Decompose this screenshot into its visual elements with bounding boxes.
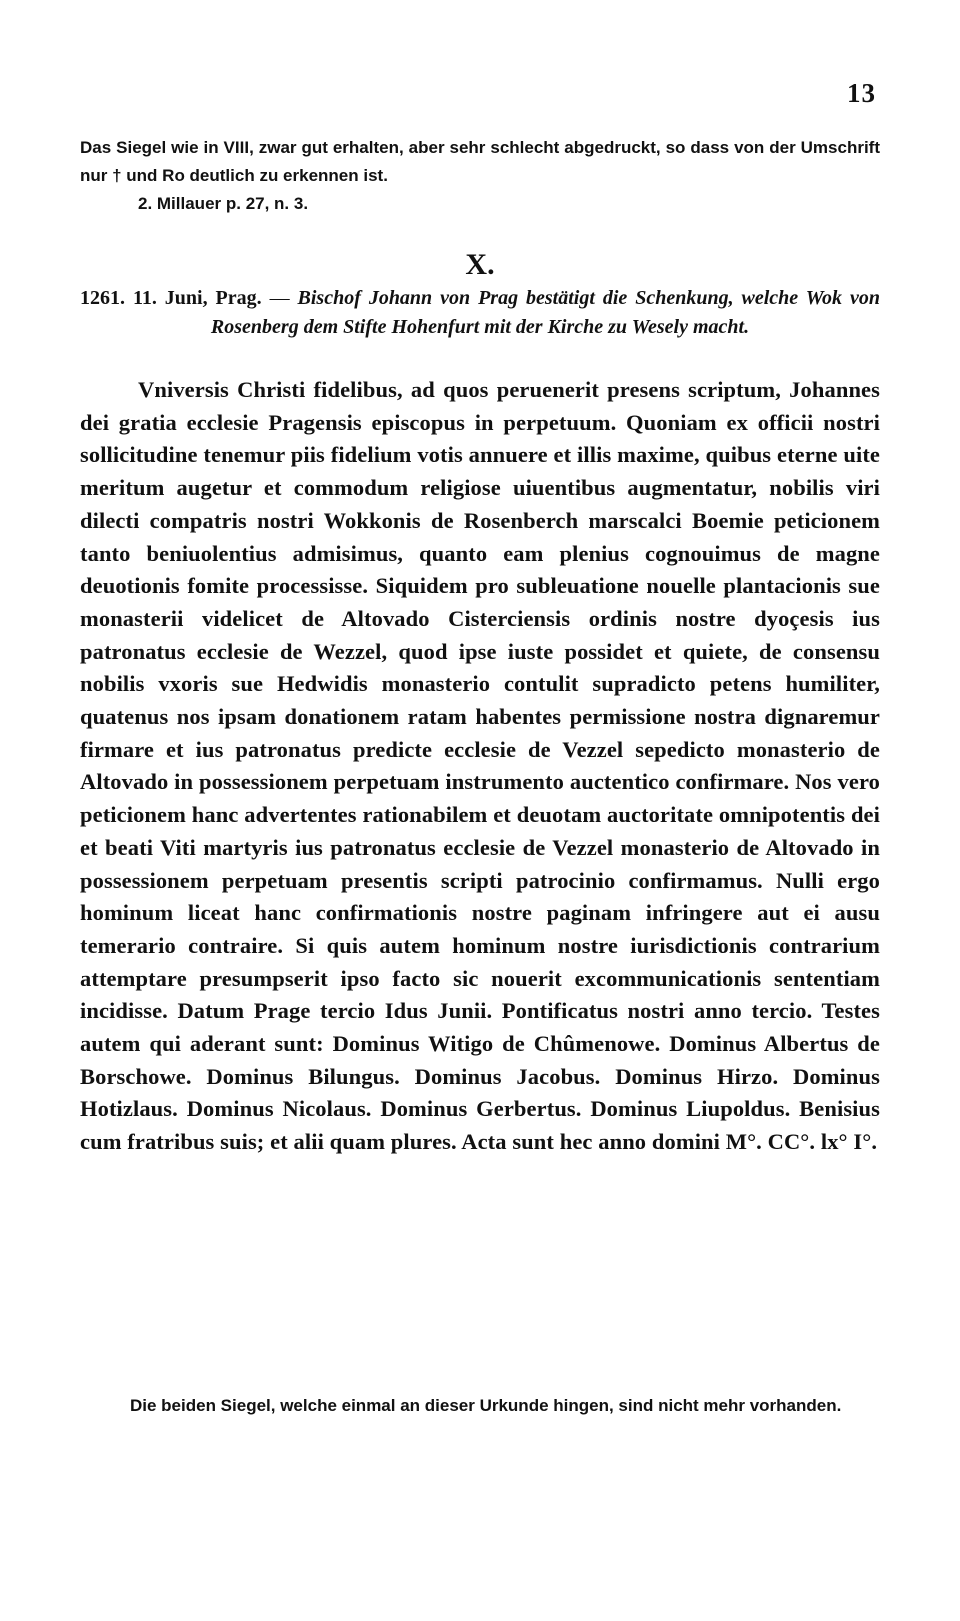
seal-note-text: Das Siegel wie in VIII, zwar gut erhalten, aber sehr schlecht abgedruckt, so dass von der Umschrift nur † und Ro deutlich zu erkennen ist. bbox=[80, 138, 880, 185]
closing-seal-note bbox=[80, 1392, 880, 1420]
document-number-heading: X. bbox=[465, 248, 495, 281]
seal-description-note bbox=[80, 134, 880, 218]
regest-summary-text: Bischof Johann von Prag bestätigt die Schenkung, welche Wok von Rosenberg dem Stifte Hohenfurt mit der Kirche zu Wesely macht. bbox=[210, 287, 881, 338]
closing-note-text: Die beiden Siegel, welche einmal an dieser Urkunde hingen, sind nicht mehr vorhanden. bbox=[130, 1396, 842, 1415]
regest-dash: — bbox=[269, 287, 290, 309]
regest-date: 1261. 11. Juni, Prag. bbox=[80, 287, 262, 309]
regest-summary bbox=[80, 284, 880, 342]
page-number: 13 bbox=[847, 78, 876, 108]
charter-text: Vniversis Christi fidelibus, ad quos peruenerit presens scriptum, Johannes dei gratia ecclesie Pragensis episcopus in perpetuum. Quoniam ex officii nostri sollicitudine tenemur piis fidelium votis annuere et illis maxime, quibus eterne uite meritum augetur et commodum religiose uiuentibus augmentatur, nobilis viri dilecti compatris nostri Wokkonis de Rosenberch marscalci Boemie peticionem tanto beniuolentius admisimus, quanto eam plenius cognouimus de magne deuotionis fomite processisse. Siquidem pro subleuatione nouelle plantacionis sue monasterii videlicet de Altovado Cisterciensis ordinis nostre dyoçesis ius patronatus ecclesie de Wezzel, quod ipse iuste possidet et quiete, de consensu nobilis vxoris sue Hedwidis monasterio contulit supradicto petens humiliter, quatenus nos ipsam donationem ratam habentes permissione nostra dignaremur firmare et ius patronatus predicte ecclesie de Vezzel sepedicto monasterio de Altovado in possessionem perpetuam instrumento auctentico confirmare. Nos vero peticionem hanc advertentes rationabilem et deuotam auctoritate omnipotentis dei et beati Viti martyris ius patronatus ecclesie de Vezzel monasterio de Altovado in possessionem perpetuam presentis scripti patrocinio confirmamus. Nulli ergo hominum liceat hanc confirmationis nostre paginam infringere aut ei ausu temerario contraire. Si quis autem hominum nostre iurisdictionis contrarium attemptare presumpserit ipso facto sic nouerit excommunicationis sententiam incidisse. Datum Prage tercio Idus Junii. Pontificatus nostri anno tercio. Testes autem qui aderant sunt: Dominus Witigo de Chûmenowe. Dominus Albertus de Borschowe. Dominus Bilungus. Dominus Jacobus. Dominus Hirzo. Dominus Hotizlaus. Dominus Nicolaus. Dominus Gerbertus. Dominus Liupoldus. Benisius cum fratribus suis; et alii quam plures. Acta sunt hec anno domini M°. CC°. lx° I°. bbox=[80, 377, 880, 1155]
seal-note-reference: 2. Millauer p. 27, n. 3. bbox=[138, 194, 309, 213]
